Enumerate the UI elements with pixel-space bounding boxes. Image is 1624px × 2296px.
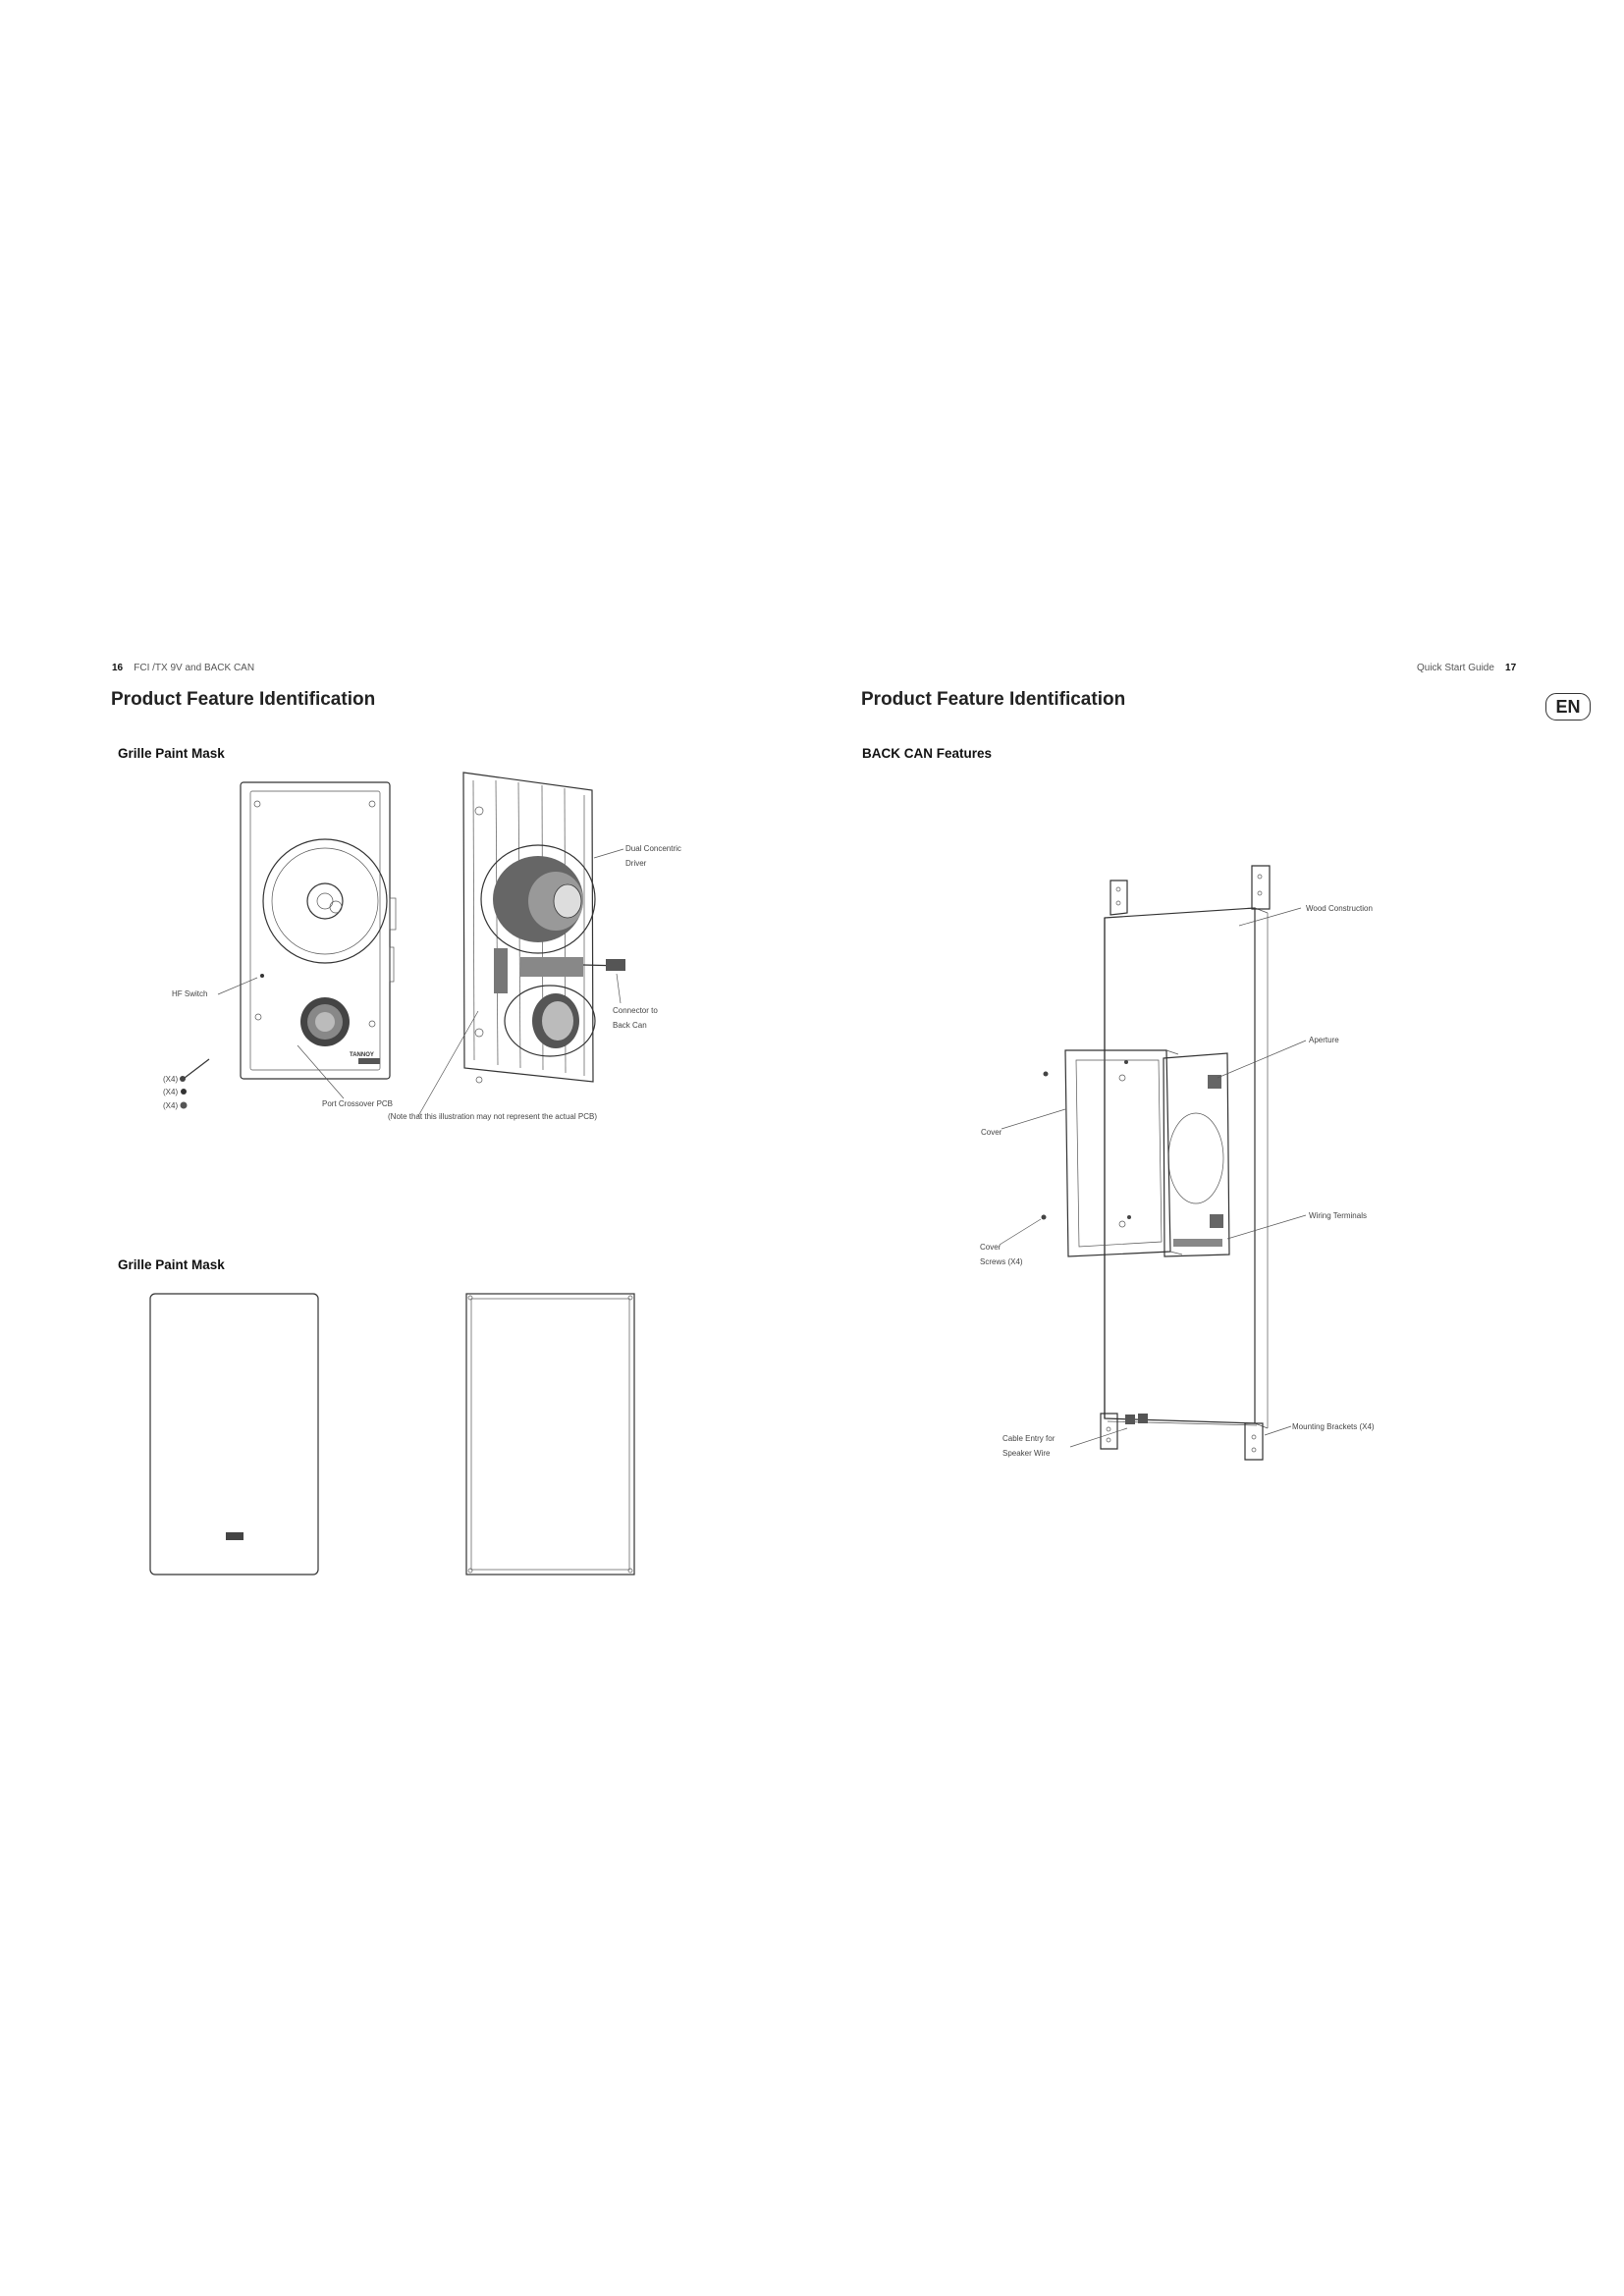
label-cable-entry-line2: Speaker Wire (1002, 1449, 1051, 1458)
label-cable-entry (1002, 1431, 1055, 1461)
label-dual-concentric-line1: Dual Concentric (625, 844, 681, 853)
label-aperture: Aperture (1309, 1036, 1339, 1044)
label-port-crossover: Port Crossover PCB (322, 1099, 394, 1108)
grille-front-drawing (150, 1294, 318, 1575)
left-page-number: 16 (112, 663, 124, 673)
label-cover-screws-line2: Screws (X4) (980, 1257, 1023, 1266)
right-running-head: Quick Start Guide (1417, 663, 1494, 673)
right-page-number: 17 (1505, 663, 1517, 673)
speaker-front-drawing (241, 782, 396, 1079)
label-qty-bolts: (X4) (163, 1075, 179, 1084)
label-cover: Cover (981, 1128, 1002, 1137)
left-page-header (112, 663, 254, 673)
label-wood-construction: Wood Construction (1306, 904, 1373, 913)
right-page-title: Product Feature Identification (861, 689, 1126, 710)
right-page-header (1417, 663, 1516, 673)
left-running-head: FCI /TX 9V and BACK CAN (134, 663, 255, 673)
screws-illustration (180, 1059, 209, 1109)
label-connector-line1: Connector to (613, 1006, 658, 1015)
left-page-title: Product Feature Identification (111, 689, 376, 710)
paint-mask-drawing (466, 1294, 634, 1575)
label-qty-nuts: (X4) (163, 1101, 179, 1110)
label-pcb-note: (Note that this illustration may not represent the actual PCB) (388, 1112, 597, 1121)
label-connector (613, 1003, 658, 1033)
label-cover-screws (980, 1240, 1023, 1269)
label-cable-entry-line1: Cable Entry for (1002, 1434, 1056, 1443)
right-section-heading: BACK CAN Features (862, 746, 993, 761)
left-section2-heading: Grille Paint Mask (118, 1257, 225, 1272)
label-connector-line2: Back Can (613, 1021, 647, 1030)
right-leader-lines (1000, 908, 1306, 1447)
left-section1-heading: Grille Paint Mask (118, 746, 225, 761)
speaker-back-drawing (463, 773, 625, 1083)
language-badge: EN (1545, 693, 1591, 721)
label-dual-concentric (625, 841, 681, 871)
label-qty-washers: (X4) (163, 1088, 179, 1096)
brand-logo: TANNOY (350, 1052, 374, 1058)
label-dual-concentric-line2: Driver (625, 859, 647, 868)
label-mounting-brackets: Mounting Brackets (X4) (1292, 1422, 1375, 1431)
label-cover-screws-line1: Cover (980, 1243, 1001, 1252)
back-can-drawing (1042, 866, 1271, 1460)
label-wiring-terminals: Wiring Terminals (1309, 1211, 1367, 1220)
label-hf-switch: HF Switch (172, 989, 208, 998)
